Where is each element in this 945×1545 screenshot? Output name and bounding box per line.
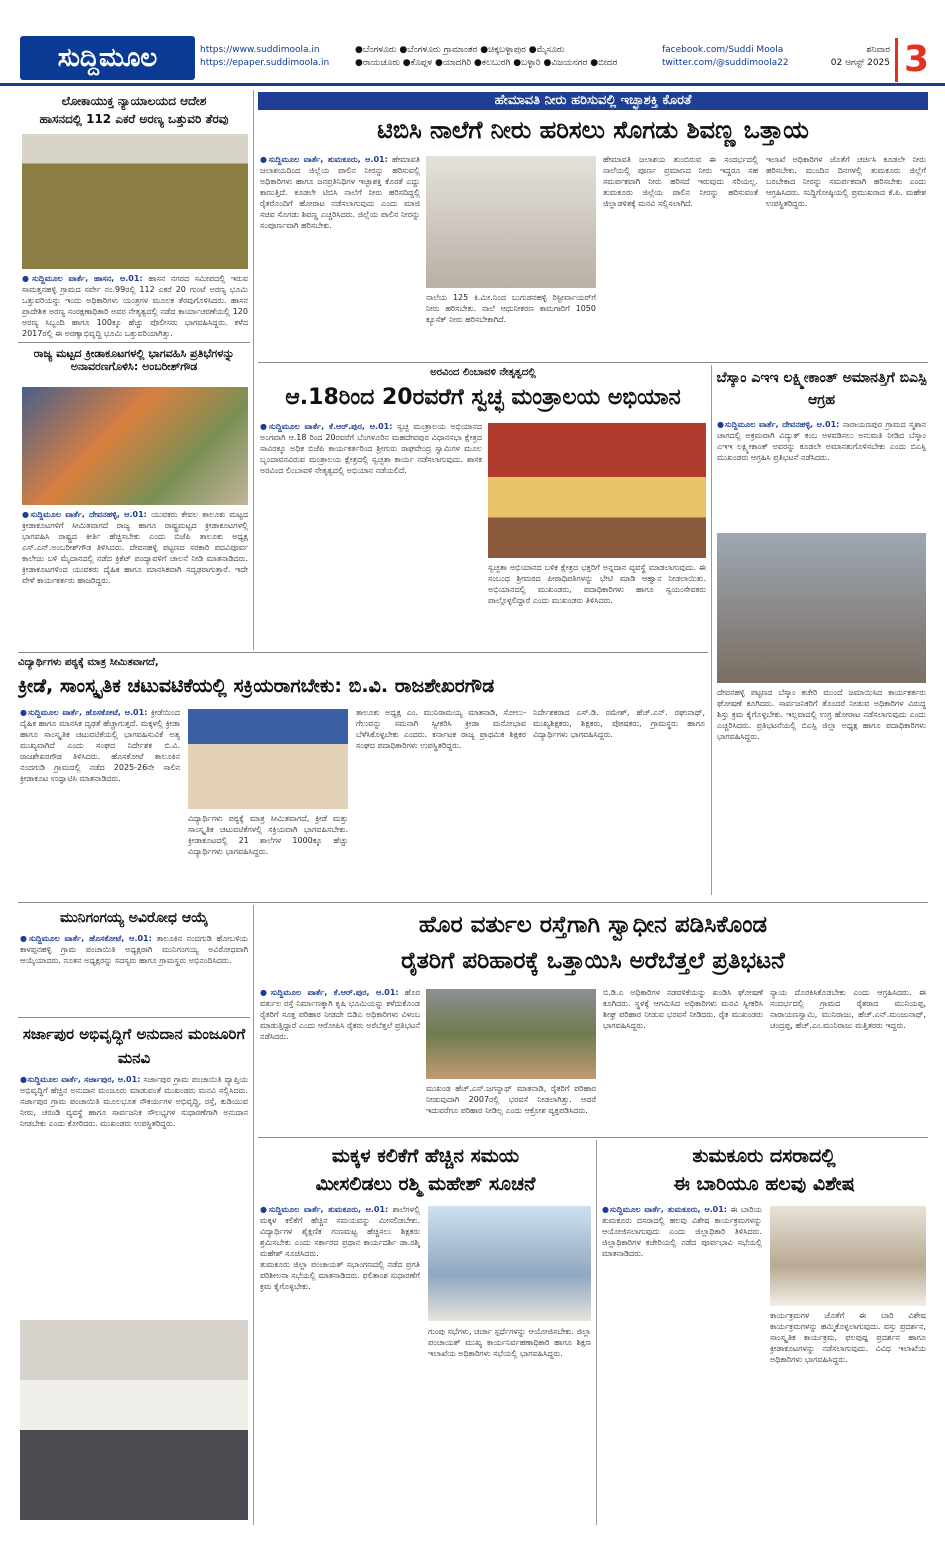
dateline: ●ಸುದ್ದಿಮೂಲ ವಾರ್ತೆ, ಸರ್ಜಾಪುರ, ಆ.01:: [20, 1075, 141, 1084]
article-tbc-canal: [258, 90, 928, 360]
dateline: ●ಸುದ್ದಿಮೂಲ ವಾರ್ತೆ, ತುಮಕೂರು, ಆ.01:: [260, 155, 388, 164]
article-text: ಮುಖಂಡ ಹೆಚ್.ಎಸ್.ಜಗನ್ನಾಥ್ ಮಾತನಾಡಿ, ರೈತರಿಗೆ ಪರಿಹಾರ ನೀಡುವುದಾಗಿ 2007ರಲ್ಲಿ ಭರವಸೆ ನೀಡಲಾಗಿತ್ತು. ಆದರೆ ಇದುವರೆಗೂ ಪರಿಹಾರ ನೀಡಿಲ್ಲ ಎಂದು ಆಕ್ರೋಶ ವ್ಯಕ್ತಪಡಿಸಿದರು.: [426, 1084, 596, 1115]
cities-line: ●ರಾಯಚೂರು ●ಕೊಪ್ಪಳ ●ಯಾದಗಿರಿ ●ಕಲಬುರಗಿ ●ಬಳ್ಳಾರಿ ●ವಿಜಯನಗರ ●ಬೀದರ: [355, 58, 618, 68]
row-divider: [258, 1137, 928, 1138]
article-headline[interactable]: ರಾಜ್ಯ ಮಟ್ಟದ ಕ್ರೀಡಾಕೂಟಗಳಲ್ಲಿ ಭಾಗವಹಿಸಿ ಪ್ರತಿಭೆಗಳನ್ನು ಅನಾವರಣಗೊಳಿಸಿ: ಅಂಬರೀಶ್‌ಗೌಡ: [33, 347, 235, 373]
social-links: [662, 44, 812, 70]
article-rashmi-mahesh: [258, 1140, 593, 1525]
article-text: ಯುವಕರು ಕೇವಲ ತಾಲೂಕು ಮಟ್ಟದ ಕ್ರೀಡಾಕೂಟಗಳಿಗೆ ಸೀಮಿತವಾಗದೆ ರಾಜ್ಯ ಹಾಗೂ ರಾಷ್ಟ್ರಮಟ್ಟದ ಕ್ರೀಡಾಕೂಟಗಳಲ್ಲಿ ಭಾಗವಹಿಸಿ ರಾಷ್ಟ್ರದ ಕೀರ್ತಿ ಹೆಚ್ಚಿಸಬೇಕು ಎಂದು ಬಿಜೆಪಿ ತಾಲೂಕು ಅಧ್ಯಕ್ಷ ಎಸ್.ಎನ್.ಅಂಬರೀಶ್‌ಗೌಡ ತಿಳಿಸಿದರು. ದೇವನಹಳ್ಳಿ ಪಟ್ಟಣದ ಸರಕಾರಿ ಪದವಿಪೂರ್ವ ಕಾಲೇಜು ಬಳಿ ಮೈದಾನದಲ್ಲಿ ನಡೆದ ಕ್ರಿಕೆಟ್ ಪಂದ್ಯಾವಳಿಗೆ ಚಾಲನೆ ನೀಡಿ ಮಾತನಾಡಿದರು. ಕ್ರೀಡಾಕೂಟಗಳಿಂದ ಯುವಕರು ದೈಹಿಕ ಹಾಗೂ ಮಾನಸಿಕವಾಗಿ ಸದೃಢರಾಗುತ್ತಾರೆ. ಇದೇ ವೇಳೆ ಕಾರ್ಯಕರ್ತರು ಹಾಜರಿದ್ದರು.: [22, 510, 248, 585]
article-text: ಹಾಸನ ನಗರದ ಸಮೀಪದಲ್ಲಿ ಇರುವ ಸಾಮತ್ತನಹಳ್ಳಿ ಗ್ರಾಮದ ಸರ್ವೇ ನಂ.99ರಲ್ಲಿ 112 ಎಕರೆ 20 ಗುಂಟೆ ಅರಣ್ಯ ಭೂಮಿ ಒತ್ತುವರಿಯನ್ನು ಇಂದು ಅಧಿಕಾರಿಗಳು ಯಂತ್ರಗಳ ಮೂಲಕ ತೆರವುಗೊಳಿಸಿದರು. ಹಾಸನ ಪ್ರಾದೇಶಿಕ ಅರಣ್ಯ ಸಂರಕ್ಷಣಾಧಿಕಾರಿ ಅವರ ನೇತೃತ್ವದಲ್ಲಿ ನಡೆದ ಕಾರ್ಯಾಚರಣೆಯಲ್ಲಿ 120 ಅರಣ್ಯ ಸಿಬ್ಬಂದಿ ಹಾಗೂ 100ಕ್ಕೂ ಹೆಚ್ಚು ಪೊಲೀಸರು ಭಾಗವಹಿಸಿದ್ದರು. ಕಳೆದ 2017ರಲ್ಲಿ ಈ ಅರಣ್ಯಾಭಿವೃದ್ಧಿ ಭೂಮಿ ಒತ್ತುವರಿಯಾಗಿತ್ತು.: [22, 274, 248, 338]
article-text: ದೇವನಹಳ್ಳಿ ಪಟ್ಟಣದ ಬೆಸ್ಕಾಂ ಕಚೇರಿ ಮುಂದೆ ಜಮಾಯಿಸಿದ ಕಾರ್ಯಕರ್ತರು ಘೋಷಣೆ ಕೂಗಿದರು. ಸಾರ್ವಜನಿಕರಿಗೆ ತೊಂದರೆ ನೀಡುವ ಅಧಿಕಾರಿಗಳ ವಿರುದ್ಧ ಶಿಸ್ತು ಕ್ರಮ ಕೈಗೊಳ್ಳಬೇಕು. ಇಲ್ಲವಾದಲ್ಲಿ ಉಗ್ರ ಹೋರಾಟ ನಡೆಸಲಾಗುವುದು ಎಂದು ಎಚ್ಚರಿಸಿದರು. ಪ್ರತಿಭಟನೆಯಲ್ಲಿ ಬಿಎಸ್ಪಿ ಜಿಲ್ಲಾ ಅಧ್ಯಕ್ಷ ಹಾಗೂ ಪದಾಧಿಕಾರಿಗಳು ಭಾಗವಹಿಸಿದ್ದರು.: [717, 688, 926, 741]
article-headline[interactable]: ಬೆಸ್ಕಾಂ ಎಇಇ ಲಕ್ಷ್ಮೀಕಾಂತ್ ಅಮಾನತ್ತಿಗೆ ಬಿಎಸ್ಪಿ ಆಗ್ರಹ: [716, 370, 927, 408]
school-event-photo: [188, 709, 348, 809]
dateline: ●ಸುದ್ದಿಮೂಲ ವಾರ್ತೆ, ಹೊಸಕೋಟೆ, ಆ.01:: [20, 934, 152, 943]
article-headline[interactable]: ಹಾಸನದಲ್ಲಿ 112 ಎಕರೆ ಅರಣ್ಯ ಒತ್ತುವರಿ ತೆರವು: [39, 112, 229, 126]
article-body: [22, 509, 248, 649]
dateline: ●ಸುದ್ದಿಮೂಲ ವಾರ್ತೆ, ಹೊಸಕೋಟೆ, ಆ.01:: [20, 708, 148, 717]
page-number: 3: [895, 38, 935, 82]
article-body: [20, 933, 248, 1013]
article-text: ಸ್ವಚ್ಛತಾ ಅಭಿಯಾನದ ಬಳಿಕ ಕ್ಷೇತ್ರದ ಭಕ್ತರಿಗೆ ಅನ್ನದಾನ ವ್ಯವಸ್ಥೆ ಮಾಡಲಾಗುವುದು. ಈ ಸಂಬಂಧ ಶ್ರೀಮಠದ ಪೀಠಾಧಿಪತಿಗಳನ್ನು ಭೇಟಿ ಮಾಡಿ ಆಹ್ವಾನ ನೀಡಲಾಯಿತು. ಅಭಿಯಾನದಲ್ಲಿ ಮುಖಂಡರು, ಪದಾಧಿಕಾರಿಗಳು ಹಾಗೂ ಸ್ವಯಂಸೇವಕರು ಪಾಲ್ಗೊಳ್ಳಲಿದ್ದಾರೆ ಎಂದು ಮುಖಂಡರು ತಿಳಿಸಿದರು.: [488, 563, 706, 605]
article-text: ಕಾರ್ಯಕ್ರಮಗಳ ಜೊತೆಗೆ ಈ ಬಾರಿ ವಿಶೇಷ ಕಾರ್ಯಕ್ರಮಗಳನ್ನು ಹಮ್ಮಿಕೊಳ್ಳಲಾಗುವುದು. ವಸ್ತು ಪ್ರದರ್ಶನ, ಸಾಂಸ್ಕೃತಿಕ ಕಾರ್ಯಕ್ರಮ, ಫಲಪುಷ್ಪ ಪ್ರದರ್ಶನ ಹಾಗೂ ಕ್ರೀಡಾಕೂಟಗಳನ್ನು ನಡೆಸಲಾಗುವುದು. ವಿವಿಧ ಇಲಾಖೆಯ ಅಧಿಕಾರಿಗಳು ಭಾಗವಹಿಸಿದ್ದರು.: [770, 1311, 926, 1364]
press-meet-photo: [426, 156, 596, 288]
meeting-photo: [428, 1206, 591, 1321]
issue-day: ಶನಿವಾರ: [866, 45, 890, 55]
article-body: [20, 707, 180, 897]
article-headline[interactable]: ಕ್ರೀಡೆ, ಸಾಂಸ್ಕೃತಿಕ ಚಟುವಟಿಕೆಯಲ್ಲಿ ಸಕ್ರಿಯರಾಗಬೇಕು: ಬಿ.ವಿ. ರಾಜಶೇಖರಗೌಡ: [18, 675, 495, 697]
facebook-link[interactable]: facebook.com/Suddi Moola: [662, 45, 784, 55]
row-divider: [18, 902, 928, 903]
article-body: [717, 419, 926, 529]
article-body: [602, 1204, 762, 1522]
article-headline[interactable]: ಹೊರ ವರ್ತುಲ ರಸ್ತೆಗಾಗಿ ಸ್ವಾಧೀನ ಪಡಿಸಿಕೊಂಡ: [418, 912, 768, 938]
article-body: [260, 987, 420, 1132]
article-headline[interactable]: ಮಕ್ಕಳ ಕಲಿಕೆಗೆ ಹೆಚ್ಚಿನ ಸಮಯ: [331, 1145, 520, 1167]
row-divider: [18, 652, 708, 653]
article-hassan-forest: [18, 90, 250, 340]
dateline: ●ಸುದ್ದಿಮೂಲ ವಾರ್ತೆ, ಕೆ.ಆರ್.ಪುರ, ಆ.01:: [260, 422, 393, 431]
farmers-protest-photo: [426, 989, 596, 1079]
temple-visit-photo: [488, 423, 706, 558]
article-text: ಇಲಾಖೆ ಅಧಿಕಾರಿಗಳ ಜೊತೆಗೆ ಚರ್ಚಿಸಿ ಕೂಡಲೇ ನೀರು ಹರಿಸಬೇಕು. ಮುಂದಿನ ದಿನಗಳಲ್ಲಿ ತುಮಕೂರು ಜಿಲ್ಲೆಗೆ ಬರಬೇಕಾದ ನೀರನ್ನು ಸಮರ್ಪಕವಾಗಿ ಹರಿಸಬೇಕು ಎಂದು ಆಗ್ರಹಿಸಿದರು. ಸುದ್ದಿಗೋಷ್ಠಿಯಲ್ಲಿ ಪ್ರಮುಖರಾದ ಕೆ.ಪಿ. ಮಹೇಶ ಉಪಸ್ಥಿತರಿದ್ದರು.: [766, 155, 926, 208]
article-headline[interactable]: ತುಮಕೂರು ದಸರಾದಲ್ಲಿ: [692, 1145, 836, 1167]
article-body: [260, 154, 420, 354]
dateline: ●ಸುದ್ದಿಮೂಲ ವಾರ್ತೆ, ದೇವನಹಳ್ಳಿ, ಆ.01:: [717, 420, 840, 429]
dateline: ●ಸುದ್ದಿಮೂಲ ವಾರ್ತೆ, ತುಮಕೂರು, ಆ.01:: [602, 1205, 727, 1214]
column-divider: [596, 1140, 597, 1525]
article-text: ಹೇಮಾವತಿ ಜಲಾಶಯ ತುಂಬಿರುವ ಈ ಸಂದರ್ಭದಲ್ಲಿ ನಾಲೆಯಲ್ಲಿ ಪೂರ್ಣ ಪ್ರಮಾಣದ ನೀರು ಇದ್ದರೂ ಸಹ ಸಮರ್ಪಕವಾಗಿ ನೀರು ಹರಿಸದೆ ಇರುವುದು ಸರಿಯಲ್ಲ. ತುಮಕೂರು ಜಿಲ್ಲೆಯ ಪಾಲಿನ ನೀರನ್ನು ಹರಿಸುವಂತೆ ಜಿಲ್ಲಾಡಳಿತಕ್ಕೆ ಮನವಿ ಸಲ್ಲಿಸಲಾಗಿದೆ.: [603, 155, 758, 208]
row-divider: [18, 342, 250, 343]
article-text: ಈ ಬಾರಿಯ ತುಮಕೂರು ದಸರಾದಲ್ಲಿ ಹಲವು ವಿಶೇಷ ಕಾರ್ಯಕ್ರಮಗಳನ್ನು ಆಯೋಜಿಸಲಾಗುವುದು ಎಂದು ಜಿಲ್ಲಾಧಿಕಾರಿ ತಿಳಿಸಿದರು. ಜಿಲ್ಲಾಧಿಕಾರಿಗಳ ಕಚೇರಿಯಲ್ಲಿ ನಡೆದ ಪೂರ್ವಭಾವಿ ಸಭೆಯಲ್ಲಿ ಮಾತನಾಡಿದರು.: [602, 1205, 762, 1258]
article-body: [20, 1074, 248, 1314]
dateline: ●ಸುದ್ದಿಮೂಲ ವಾರ್ತೆ, ದೇವನಹಳ್ಳಿ, ಆ.01:: [22, 510, 147, 519]
epaper-link[interactable]: https://epaper.suddimoola.in: [200, 58, 330, 68]
article-text: ತಾಲೂಕಿನ ನಂದಗುಡಿ ಹೋಬಳಿಯ ಕಾಳಪ್ಪನಹಳ್ಳಿ ಗ್ರಾಮ ಪಂಚಾಯಿತಿ ಅಧ್ಯಕ್ಷರಾಗಿ ಮುನಿಗಂಗಯ್ಯ ಅವಿರೋಧವಾಗಿ ಆಯ್ಕೆಯಾದರು. ನೂತನ ಅಧ್ಯಕ್ಷರನ್ನು ಸದಸ್ಯರು ಹಾಗೂ ಗ್ರಾಮಸ್ಥರು ಅಭಿನಂದಿಸಿದರು.: [20, 934, 248, 965]
dateline: ●ಸುದ್ದಿಮೂಲ ವಾರ್ತೆ, ಹಾಸನ, ಆ.01:: [22, 274, 143, 283]
article-school-sports: [18, 655, 708, 900]
article-body: [260, 1204, 420, 1522]
article-sports-meet: [18, 345, 250, 650]
article-text: ಹೊರ ವರ್ತುಲ ರಸ್ತೆ ನಿರ್ಮಾಣಕ್ಕಾಗಿ ಕೃಷಿ ಭೂಮಿಯನ್ನು ಕಳೆದುಕೊಂಡ ರೈತರಿಗೆ ಸೂಕ್ತ ಪರಿಹಾರ ನೀಡದೇ ಬಿಡಿಎ ಅಧಿಕಾರಿಗಳು ವಿಳಂಬ ಮಾಡುತ್ತಿದ್ದಾರೆ ಎಂದು ಆರೋಪಿಸಿ ರೈತರು ಅರೆಬೆತ್ತಲೆ ಪ್ರತಿಭಟನೆ ನಡೆಸಿದರು.: [260, 988, 420, 1041]
edition-cities: [355, 44, 655, 70]
article-text: ಕ್ರೀಡೆಯಿಂದ ದೈಹಿಕ ಹಾಗೂ ಮಾನಸಿಕ ದೃಢತೆ ಹೆಚ್ಚಾಗುತ್ತದೆ. ಮಕ್ಕಳಲ್ಲಿ ಕ್ರೀಡಾ ಹಾಗೂ ಸಾಂಸ್ಕೃತಿಕ ಚಟುವಟಿಕೆಯಲ್ಲಿ ಭಾಗವಹಿಸುವಿಕೆ ಅತ್ಯ ಮುಖ್ಯವಾಗಿದೆ ಎಂದು ಸಂಘದ ನಿರ್ದೇಶಕ ಬಿ.ವಿ. ರಾಜಶೇಖರಗೌಡ ತಿಳಿಸಿದರು. ಹೊಸಕೋಟೆ ತಾಲೂಕಿನ ನಂದಗುಡಿ ಗ್ರಾಮದಲ್ಲಿ ನಡೆದ 2025-26ನೇ ಸಾಲಿನ ಕ್ರೀಡಾಕೂಟ ಉದ್ಘಾಟಿಸಿ ಮಾತನಾಡಿದರು.: [20, 708, 180, 783]
sports-event-photo: [22, 387, 248, 505]
article-swachh-mantralaya: [258, 365, 708, 650]
issue-date-text: 02 ಆಗಸ್ಟ್ 2025: [830, 58, 890, 68]
row-divider: [258, 362, 928, 363]
memorandum-photo: [20, 1320, 248, 1520]
article-headline[interactable]: ಮುನಿಗಂಗಯ್ಯ ಅವಿರೋಧ ಆಯ್ಕೆ: [60, 910, 208, 926]
article-text: ತುಮಕೂರು ಜಿಲ್ಲಾ ಪಂಚಾಯತ್ ಸಭಾಂಗಣದಲ್ಲಿ ನಡೆದ ಪ್ರಗತಿ ಪರಿಶೀಲನಾ ಸಭೆಯಲ್ಲಿ ಮಾತನಾಡಿದರು. ಫಲಿತಾಂಶ ಸುಧಾರಣೆಗೆ ಕ್ರಮ ಕೈಗೊಳ್ಳಬೇಕು.: [260, 1260, 420, 1291]
article-kicker: ಅರವಿಂದ ಲಿಂಬಾವಳಿ ನೇತೃತ್ವದಲ್ಲಿ: [430, 367, 536, 378]
column-divider: [711, 365, 712, 895]
dateline: ●ಸುದ್ದಿಮೂಲ ವಾರ್ತೆ, ತುಮಕೂರು, ಆ.01:: [260, 1205, 389, 1214]
website-links: [200, 44, 350, 70]
column-divider: [253, 905, 254, 1525]
newspaper-logo[interactable]: ಸುದ್ದಿಮೂಲ: [20, 36, 195, 80]
protest-photo: [717, 533, 926, 683]
article-text: ತಾಲೂಕು ಅಧ್ಯಕ್ಷ ಎಂ. ಮುನಿರಾಮಯ್ಯ ಮಾತನಾಡಿ, ಸೋಲು-ಗೆಲುವನ್ನು ಸಮನಾಗಿ ಸ್ವೀಕರಿಸಿ ಕ್ರೀಡಾ ಮನೋಭಾವ ಬೆಳೆಸಿಕೊಳ್ಳಬೇಕು ಎಂದರು. ಕರ್ನಾಟಕ ರಾಜ್ಯ ಪ್ರಾಥಮಿಕ ಶಿಕ್ಷಕರ ಸಂಘದ ಪದಾಧಿಕಾರಿಗಳು ಉಪಸ್ಥಿತರಿದ್ದರು.: [356, 708, 526, 750]
article-text: ಗುಂಪು ಸಭೆಗಳು, ಚರ್ಚಾ ಸ್ಪರ್ಧೆಗಳನ್ನು ಆಯೋಜಿಸಬೇಕು. ಜಿಲ್ಲಾ ಪಂಚಾಯತ್ ಮುಖ್ಯ ಕಾರ್ಯನಿರ್ವಹಣಾಧಿಕಾರಿ ಹಾಗೂ ಶಿಕ್ಷಣ ಇಲಾಖೆಯ ಅಧಿಕಾರಿಗಳು ಸಭೆಯಲ್ಲಿ ಭಾಗವಹಿಸಿದ್ದರು.: [428, 1327, 591, 1358]
article-headline[interactable]: ಸರ್ಜಾಪುರ ಅಭಿವೃದ್ಧಿಗೆ ಅನುದಾನ ಮಂಜೂರಿಗೆ ಮನವಿ: [22, 1025, 246, 1067]
article-tumakuru-dasara: [600, 1140, 928, 1525]
forest-clearance-photo: [22, 134, 248, 269]
article-headline[interactable]: ರೈತರಿಗೆ ಪರಿಹಾರಕ್ಕೆ ಒತ್ತಾಯಿಸಿ ಅರೆಬೆತ್ತಲೆ ಪ್ರತಿಭಟನೆ: [401, 948, 785, 974]
article-headline[interactable]: ಆ.18ರಿಂದ 20ರವರೆಗೆ ಸ್ವಚ್ಛ ಮಂತ್ರಾಲಯ ಅಭಿಯಾನ: [285, 385, 681, 410]
article-bescom-protest: [715, 365, 928, 895]
article-headline[interactable]: ಈ ಬಾರಿಯೂ ಹಲವು ವಿಶೇಷ: [673, 1173, 855, 1195]
article-ring-road-protest: [258, 905, 928, 1135]
article-munigangayya: [18, 905, 250, 1015]
article-body: [260, 421, 482, 646]
article-text: ಸರ್ಜಾಪುರ ಗ್ರಾಮ ಪಂಚಾಯಿತಿ ವ್ಯಾಪ್ತಿಯ ಅಭಿವೃದ್ಧಿಗೆ ಹೆಚ್ಚಿನ ಅನುದಾನ ಮಂಜೂರು ಮಾಡುವಂತೆ ಮುಖಂಡರು ಮನವಿ ಸಲ್ಲಿಸಿದರು. ಸರ್ಜಾಪುರ ಗ್ರಾಮ ಪಂಚಾಯಿತಿ ಮೂಲಭೂತ ಸೌಕರ್ಯಗಳ ಅಭಿವೃದ್ಧಿ, ರಸ್ತೆ, ಕುಡಿಯುವ ನೀರು, ಚರಂಡಿ ವ್ಯವಸ್ಥೆ ಹಾಗೂ ಸಾರ್ವಜನಿಕ ಸೌಲಭ್ಯಗಳ ಸುಧಾರಣೆಗಾಗಿ ಅನುದಾನ ನೀಡಬೇಕು ಎಂದು ಕೋರಿದರು. ಮುಖಂಡರು ಉಪಸ್ಥಿತರಿದ್ದರು.: [20, 1075, 248, 1128]
article-body: [22, 273, 248, 339]
masthead: [0, 0, 945, 86]
article-text: ಶಾಲೆಗಳಲ್ಲಿ ಮಕ್ಕಳ ಕಲಿಕೆಗೆ ಹೆಚ್ಚಿನ ಸಮಯವನ್ನು ಮೀಸಲಿಡಬೇಕು. ವಿದ್ಯಾರ್ಥಿಗಳ ಶೈಕ್ಷಣಿಕ ಗುಣಮಟ್ಟ ಹೆಚ್ಚಿಸಲು ಶಿಕ್ಷಕರು ಶ್ರಮಿಸಬೇಕು ಎಂದು ಸರ್ಕಾರದ ಪ್ರಧಾನ ಕಾರ್ಯದರ್ಶಿ ಡಾ.ರಶ್ಮಿ ಮಹೇಶ್ ಸೂಚಿಸಿದರು.: [260, 1205, 420, 1258]
article-text: ನಾಲೆಯ 125 ಕಿ.ಮೀ.ನಿಂದ ಬುಗುಡನಹಳ್ಳಿ ರಿಸ್ಟೀರ್ವಾಯರ್‌ಗೆ ನೀರು ಹರಿಸಬೇಕು. ನಾಲೆ ಆಧುನೀಕರಣ ಕಾಮಗಾರಿಗೆ 1050 ಕ್ಯೂಸೆಕ್ ನೀರು ಹರಿಸಬೇಕಾಗಿದೆ.: [426, 293, 596, 324]
article-text: ಸ್ವಚ್ಛ ಮಂತ್ರಾಲಯ ಅಭಿಯಾನದ ಅಂಗವಾಗಿ ಆ.18 ರಿಂದ 20ರವರೆಗೆ ಬೆಂಗಳೂರಿನ ಮಹದೇವಪುರ ವಿಧಾನಸಭಾ ಕ್ಷೇತ್ರದ ಸಾವಿರಕ್ಕೂ ಅಧಿಕ ಬಿಜೆಪಿ ಕಾರ್ಯಕರ್ತರಿಂದ ಶ್ರೀಗುರು ರಾಘವೇಂದ್ರ ಸ್ವಾಮಿಗಳ ಮೂಲ ಬೃಂದಾವನವಿರುವ ಮಂತ್ರಾಲಯ ಕ್ಷೇತ್ರದಲ್ಲಿ ಸ್ವಚ್ಛತಾ ಕಾರ್ಯ ನಡೆಸಲಾಗುವುದು. ಶಾಸಕ ಅರವಿಂದ ಲಿಂಬಾವಳಿ ನೇತೃತ್ವದಲ್ಲಿ ಅಭಿಯಾನ ನಡೆಯಲಿದೆ.: [260, 422, 482, 475]
article-text: ವಿದ್ಯಾರ್ಥಿಗಳು ಪಠ್ಯಕ್ಕೆ ಮಾತ್ರ ಸೀಮಿತವಾಗದೆ, ಕ್ರೀಡೆ ಮತ್ತು ಸಾಂಸ್ಕೃತಿಕ ಚಟುವಟಿಕೆಗಳಲ್ಲಿ ಸಕ್ರಿಯವಾಗಿ ಭಾಗವಹಿಸಬೇಕು. ಕ್ರೀಡಾಕೂಟದಲ್ಲಿ 21 ಶಾಲೆಗಳ 1000ಕ್ಕೂ ಹೆಚ್ಚು ವಿದ್ಯಾರ್ಥಿಗಳು ಭಾಗವಹಿಸಿದ್ದರು.: [188, 814, 348, 856]
article-headline[interactable]: ಟಿಬಿಸಿ ನಾಲೆಗೆ ನೀರು ಹರಿಸಲು ಸೊಗಡು ಶಿವಣ್ಣ ಒತ್ತಾಯ: [377, 116, 809, 144]
article-text: ನಿರ್ದೇಶಕರಾದ ಎಸ್.ಡಿ. ರಮೇಶ್, ಹೆಚ್.ಎನ್. ರಘುನಾಥ್, ಮುಖ್ಯಶಿಕ್ಷಕರು, ಶಿಕ್ಷಕರು, ಪೋಷಕರು, ಗ್ರಾಮಸ್ಥರು ಹಾಗೂ ವಿದ್ಯಾರ್ಥಿಗಳು ಭಾಗವಹಿಸಿದ್ದರು.: [533, 708, 705, 739]
article-kicker: ಲೋಕಾಯುಕ್ತ ನ್ಯಾಯಾಲಯದ ಆದೇಶ: [18, 92, 250, 110]
article-kicker: ಹೇಮಾವತಿ ನೀರು ಹರಿಸುವಲ್ಲಿ ಇಚ್ಛಾಶಕ್ತಿ ಕೊರತೆ: [258, 92, 928, 110]
row-divider: [18, 1017, 250, 1018]
article-text: ನಾರಾಯಣಪುರ ಗ್ರಾಮದ ಸ್ಮಶಾನ ಜಾಗದಲ್ಲಿ ಅಕ್ರಮವಾಗಿ ವಿದ್ಯುತ್ ಕಂಬ ಅಳವಡಿಸಲು ಅನುಮತಿ ನೀಡಿದ ಬೆಸ್ಕಾಂ ಎಇಇ ಲಕ್ಷ್ಮೀಕಾಂತ್ ಅವರನ್ನು ಕೂಡಲೇ ಅಮಾನತುಗೊಳಿಸಬೇಕು ಎಂದು ಬಿಎಸ್ಪಿ ಮುಖಂಡರು ಆಗ್ರಹಿಸಿ ಪ್ರತಿಭಟನೆ ನಡೆಸಿದರು.: [717, 420, 926, 462]
article-headline[interactable]: ಮೀಸಲಿಡಲು ರಶ್ಮಿ ಮಹೇಶ್ ಸೂಚನೆ: [315, 1173, 536, 1195]
article-text: ಬಿ.ಡಿ.ಎ ಅಧಿಕಾರಿಗಳ ನಡವಳಿಕೆಯನ್ನು ಖಂಡಿಸಿ ಘೋಷಣೆ ಕೂಗಿದರು. ಸ್ಥಳಕ್ಕೆ ಆಗಮಿಸಿದ ಅಧಿಕಾರಿಗಳು ಮನವಿ ಸ್ವೀಕರಿಸಿ ಶೀಘ್ರ ಪರಿಹಾರ ನೀಡುವ ಭರವಸೆ ನೀಡಿದರು. ರೈತ ಮುಖಂಡರು ಭಾಗವಹಿಸಿದ್ದರು.: [603, 988, 763, 1030]
twitter-link[interactable]: twitter.com/@suddimoola22: [662, 58, 789, 68]
article-sarjapura: [18, 1020, 250, 1525]
article-text: ಹೇಮಾವತಿ ಜಲಾಶಯದಿಂದ ಜಿಲ್ಲೆಯ ಪಾಲಿನ ನೀರನ್ನು ಹರಿಸುವಲ್ಲಿ ಅಧಿಕಾರಿಗಳು ಹಾಗೂ ಜನಪ್ರತಿನಿಧಿಗಳ ಇಚ್ಛಾಶಕ್ತಿ ಕೊರತೆ ಎದ್ದು ಕಾಣುತ್ತಿದೆ. ಕೂಡಲೇ ಟಿಬಿಸಿ ನಾಲೆಗೆ ನೀರು ಹರಿಸದಿದ್ದಲ್ಲಿ ರೈತರೊಂದಿಗೆ ಹೋರಾಟ ನಡೆಸಲಾಗುವುದು ಎಂದು ಮಾಜಿ ಸಚಿವ ಸೊಗಡು ಶಿವಣ್ಣ ಎಚ್ಚರಿಸಿದರು. ಜಿಲ್ಲೆಯ ಪಾಲಿನ ನೀರನ್ನು ಸಂಪೂರ್ಣವಾಗಿ ಹರಿಸಬೇಕು.: [260, 155, 420, 230]
issue-date: [815, 44, 890, 70]
column-divider: [253, 90, 254, 650]
cities-line: ●ಬೆಂಗಳೂರು ●ಬೆಂಗಳೂರು ಗ್ರಾಮಾಂತರ ●ಚಿಕ್ಕಬಳ್ಳಾಪುರ ●ಮೈಸೂರು: [355, 45, 565, 55]
dateline: ●ಸುದ್ದಿಮೂಲ ವಾರ್ತೆ, ಕೆ.ಆರ್.ಪುರ, ಆ.01:: [260, 988, 399, 997]
article-kicker: ವಿದ್ಯಾರ್ಥಿಗಳು ಪಠ್ಯಕ್ಕೆ ಮಾತ್ರ ಸೀಮಿತವಾಗದೆ,: [18, 657, 159, 668]
article-text: ನ್ಯಾಯ ದೊರಕಿಸಿಕೊಡಬೇಕು ಎಂದು ಆಗ್ರಹಿಸಿದರು. ಈ ಸಂದರ್ಭದಲ್ಲಿ ಗ್ರಾಮದ ರೈತರಾದ ಮುನಿಯಪ್ಪ, ನಾರಾಯಣಸ್ವಾಮಿ, ಮುನಿರಾಜು, ಹೆಚ್.ಎನ್.ಮಂಜುನಾಥ್, ಚಂದ್ರಪ್ಪ, ಹೆಚ್.ಎಂ.ಮುನಿರಾಜು ಮತ್ತಿತರರು ಇದ್ದರು.: [770, 988, 926, 1030]
website-link[interactable]: https://www.suddimoola.in: [200, 45, 320, 55]
dasara-meeting-photo: [770, 1206, 926, 1306]
